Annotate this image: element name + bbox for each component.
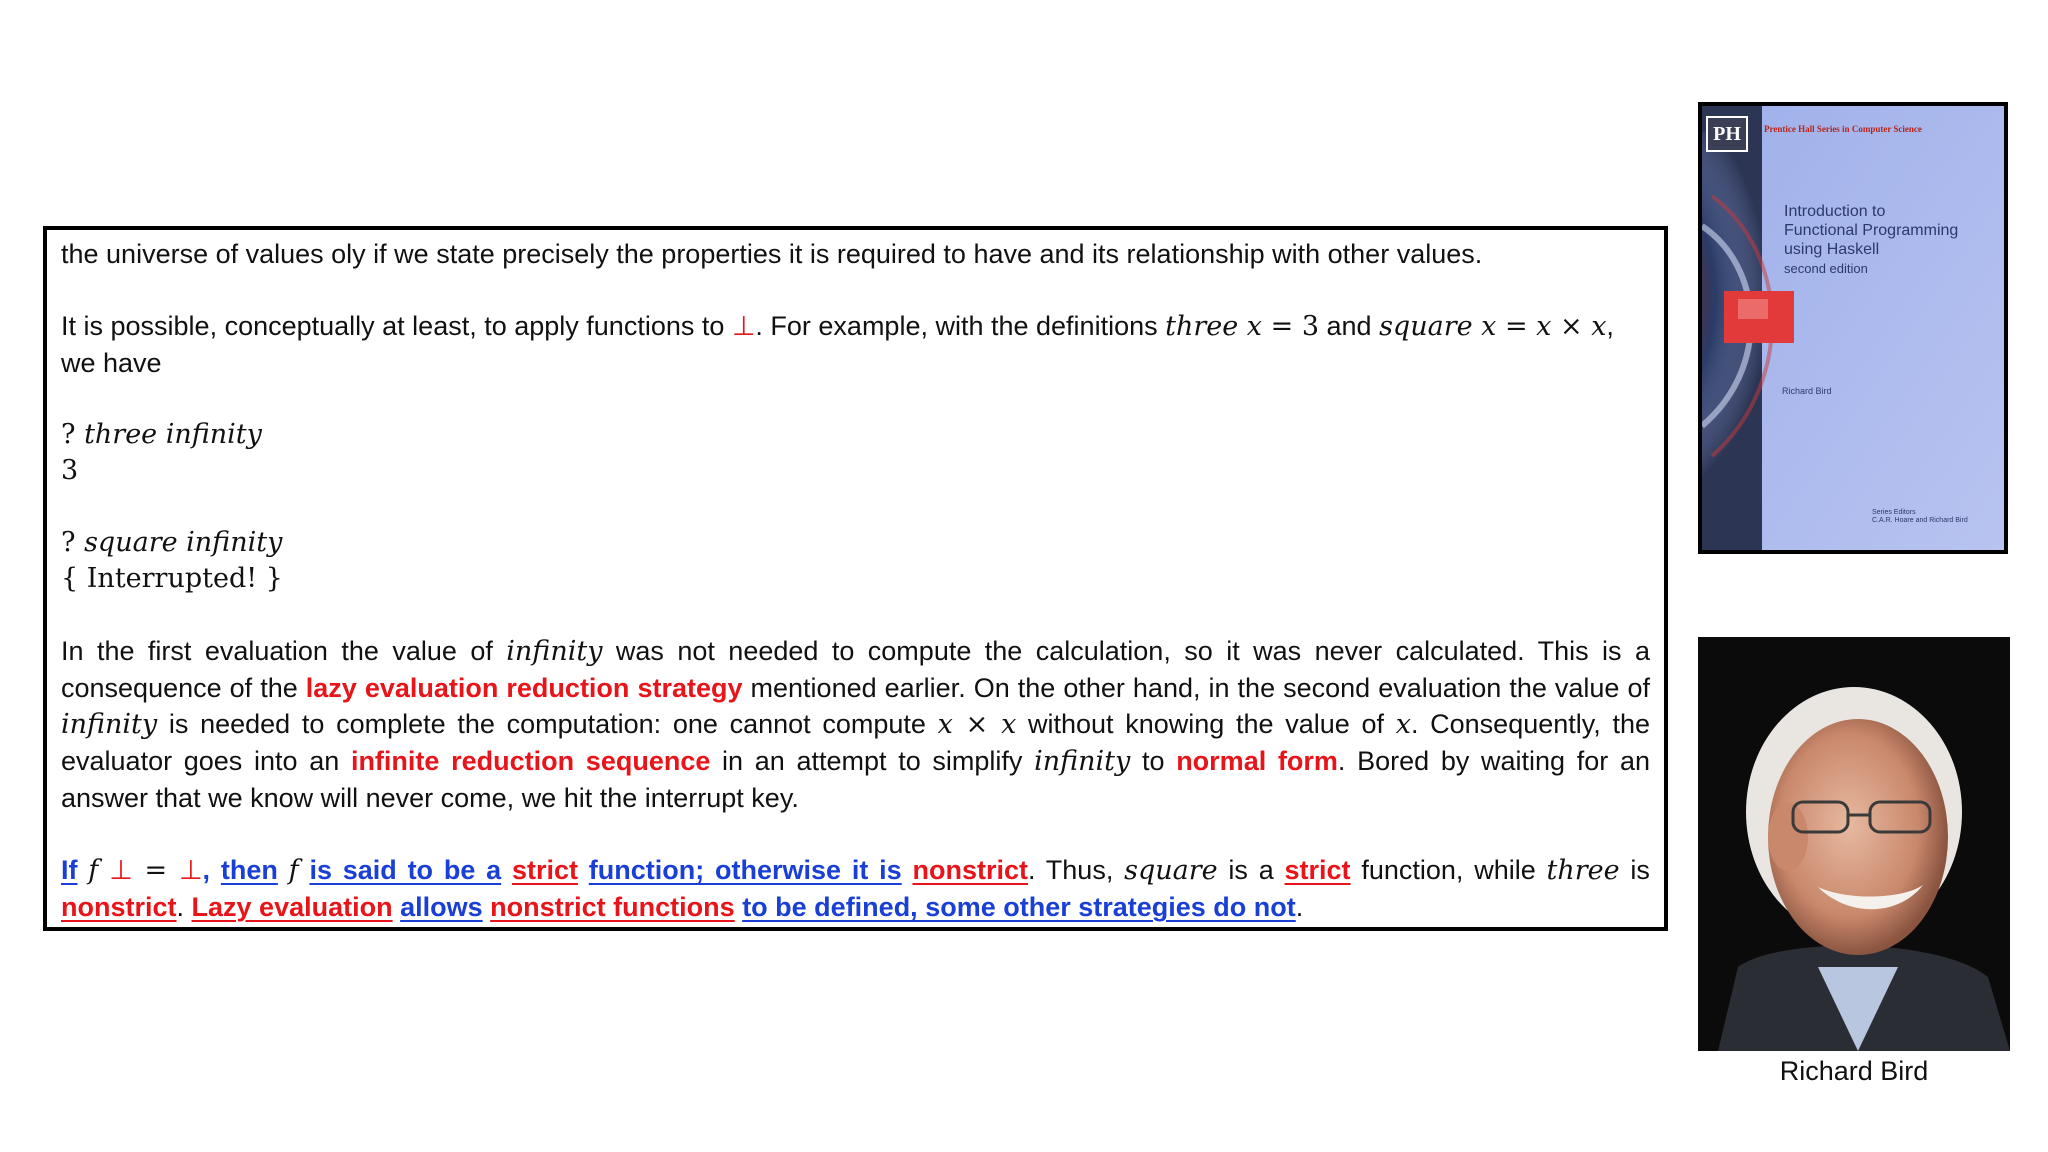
p3-c: mentioned earlier. On the other hand, in the second evaluation the value of: [742, 673, 1650, 703]
p4-f2: f: [288, 855, 299, 886]
p4-while: function, while: [1350, 855, 1547, 885]
cover-editors-line-2: C.A.R. Hoare and Richard Bird: [1872, 517, 1968, 524]
portrait-photo: [1698, 637, 2010, 1051]
p2-text-a: It is possible, conceptually at least, to apply functions to: [61, 311, 732, 341]
paragraph-4: [61, 852, 1650, 925]
p3-a: In the first evaluation the value of: [61, 636, 507, 666]
cover-title-line-3: using Haskell: [1784, 241, 1880, 258]
prompt-1: ?: [61, 419, 85, 450]
p2-text-b: . For example, with the definitions: [755, 311, 1166, 341]
def-three: three x: [1165, 311, 1263, 342]
ph-logo: PH: [1706, 116, 1748, 152]
p4-nonstrict-1: nonstrict: [912, 855, 1028, 885]
result-2: { Interrupted! }: [61, 563, 283, 594]
prompt-2: ?: [61, 527, 85, 558]
cover-art: [1702, 106, 2004, 550]
p4-then: then: [220, 855, 278, 885]
p4-square: square: [1124, 855, 1218, 886]
p3-d: is needed to complete the computation: one cannot compute: [157, 709, 938, 739]
p4-bottom-1: ⊥: [109, 855, 133, 885]
p4-said: is said to be a: [309, 855, 502, 885]
p4-isa: is a: [1217, 855, 1285, 885]
p4-bottom-2: ⊥: [179, 855, 203, 885]
bottom-symbol: ⊥: [731, 311, 756, 341]
p2-text-d: , we have: [61, 311, 1614, 378]
def-square-rhs: = x × x: [1496, 311, 1607, 342]
cover-title-line-1: Introduction to: [1784, 203, 1886, 220]
session-1: [61, 417, 1650, 489]
p4-nonstrict-2: nonstrict: [61, 892, 177, 922]
paragraph-1: the universe of values oly if we state precisely the properties it is required to have and its relationship with other values.: [61, 239, 1483, 269]
p4-allows: allows: [400, 892, 483, 922]
highlight-normal-form: normal form: [1176, 746, 1338, 776]
p4-is: is: [1619, 855, 1650, 885]
portrait-art: [1698, 637, 2010, 1051]
text-panel: [43, 226, 1668, 931]
p4-strict-1: strict: [511, 855, 578, 885]
p4-nonstrict-functions: nonstrict functions: [490, 892, 735, 922]
paragraph-2: [61, 308, 1650, 381]
expr-1: three infinity: [84, 419, 262, 450]
p3-i: . Bored by waiting for an answer that we know will never come, we hit the interrupt key.: [61, 746, 1650, 813]
p4-eq: =: [132, 855, 179, 886]
p4-strict-2: strict: [1284, 855, 1351, 885]
p4-thus: . Thus,: [1027, 855, 1125, 885]
x-times-x: x × x: [937, 709, 1017, 740]
p4-to-be-defined: to be defined, some other strategies do not: [742, 892, 1296, 922]
p3-f: . Consequently, the evaluator goes into an: [61, 709, 1650, 776]
session-2: [61, 525, 1650, 597]
p4-if: If: [61, 855, 78, 885]
cover-editors: [1872, 509, 1968, 525]
def-three-rhs: = 3: [1262, 311, 1319, 342]
p4-comma: ,: [202, 855, 211, 885]
p3-h: to: [1130, 746, 1177, 776]
p4-lazy-evaluation: Lazy evaluation: [191, 892, 393, 922]
book-cover-image: [1698, 102, 2008, 554]
cover-editors-line-1: Series Editors: [1872, 509, 1916, 516]
infinity-2: infinity: [61, 709, 158, 740]
cover-series: Prentice Hall Series in Computer Science: [1764, 124, 1922, 134]
p4-dot: .: [176, 892, 192, 922]
p3-g: in an attempt to simplify: [710, 746, 1035, 776]
cover-title-line-2: Functional Programming: [1784, 222, 1959, 239]
x-var: x: [1395, 709, 1411, 740]
highlight-infinite-reduction: infinite reduction sequence: [350, 746, 711, 776]
p4-function: function; otherwise it is: [588, 855, 902, 885]
p3-e: without knowing the value of: [1016, 709, 1396, 739]
cover-author: Richard Bird: [1782, 386, 1832, 396]
highlight-lazy-strategy: lazy evaluation reduction strategy: [305, 673, 743, 703]
p3-b: was not needed to compute the calculation, so it was never calculated. This is a consequence of the: [61, 636, 1650, 703]
infinity-3: infinity: [1034, 746, 1131, 777]
infinity-1: infinity: [506, 636, 603, 667]
result-1: 3: [61, 455, 79, 486]
p4-f1: f: [88, 855, 99, 886]
portrait-caption: Richard Bird: [1779, 1056, 1929, 1086]
expr-2: square infinity: [84, 527, 283, 558]
cover-edition: second edition: [1784, 261, 1868, 276]
p4-end: .: [1295, 892, 1304, 922]
def-square: square x: [1379, 311, 1497, 342]
cover-title: [1784, 202, 1958, 278]
paragraph-3: [61, 633, 1650, 816]
p4-three: three: [1546, 855, 1620, 886]
p2-text-c: and: [1319, 311, 1380, 341]
